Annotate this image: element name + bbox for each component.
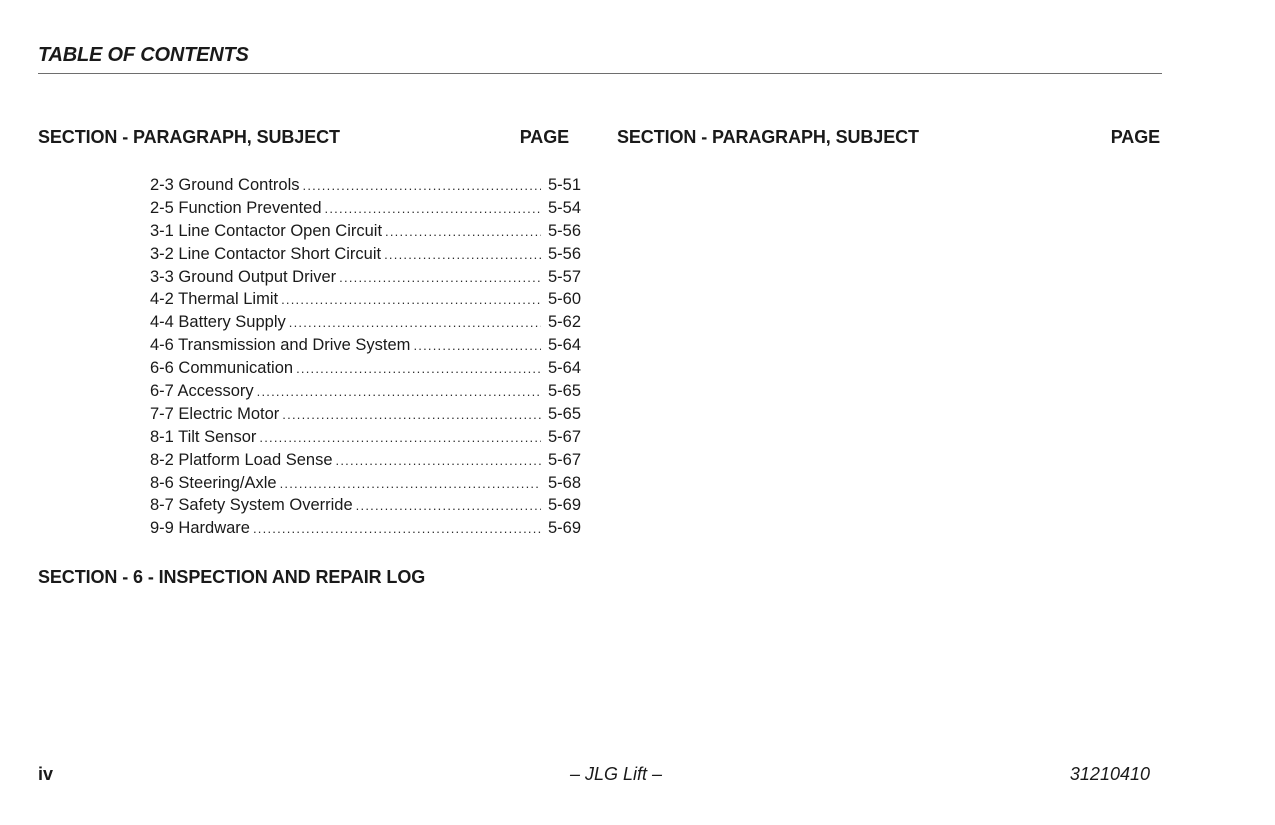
toc-entry-page: 5-64 [547,359,581,378]
toc-entry[interactable] [150,174,581,197]
toc-entry-title: 4-6 Transmission and Drive System [150,336,411,355]
toc-entry[interactable] [150,266,581,289]
right-page-label: PAGE [1110,127,1160,147]
dot-leader [385,221,541,244]
toc-entry-page: 5-67 [547,450,581,469]
toc-entry-page: 5-67 [547,427,581,446]
toc-entry-page: 5-54 [547,198,581,217]
left-page-label: PAGE [519,127,569,147]
dot-leader [257,381,541,404]
section-6-heading[interactable]: SECTION - 6 - INSPECTION AND REPAIR LOG [38,567,426,587]
toc-entry[interactable] [150,449,581,472]
toc-entry-title: 2-3 Ground Controls [150,176,300,194]
toc-entry-page: 5-60 [547,290,581,309]
toc-entry-title: 8-2 Platform Load Sense [150,450,333,469]
toc-entry-title: 3-3 Ground Output Driver [150,267,337,286]
toc-entry[interactable] [150,220,581,243]
toc-entry[interactable] [150,426,581,449]
toc-entry-title: 3-2 Line Contactor Short Circuit [150,244,382,263]
toc-entry-title: 9-9 Hardware [150,519,250,538]
left-subject-label: SECTION - PARAGRAPH, SUBJECT [38,127,340,147]
toc-entry[interactable] [150,494,581,517]
dot-leader [356,495,541,518]
dot-leader [325,198,541,221]
toc-entry-page: 5-56 [547,221,581,240]
toc-entry-list [150,174,581,540]
toc-entry[interactable] [150,334,581,357]
dot-leader [281,289,541,312]
dot-leader [259,427,541,450]
page-title: TABLE OF CONTENTS [38,44,249,66]
dot-leader [413,335,541,358]
toc-entry-title: 8-6 Steering/Axle [150,473,277,492]
toc-entry[interactable] [150,311,581,334]
title-divider [38,73,1162,74]
dot-leader [339,267,541,290]
toc-entry-title: 8-7 Safety System Override [150,496,353,515]
toc-entry-title: 3-1 Line Contactor Open Circuit [150,221,383,240]
toc-entry-title: 6-6 Communication [150,359,294,378]
toc-entry[interactable] [150,517,581,540]
toc-entry-title: 4-4 Battery Supply [150,313,286,332]
footer-center-text: – JLG Lift – [570,764,663,784]
toc-entry-page: 5-57 [547,267,581,286]
toc-entry[interactable] [150,403,581,426]
dot-leader [282,404,541,427]
toc-entry-page: 5-62 [547,313,581,332]
toc-entry-title: 8-1 Tilt Sensor [150,427,257,446]
toc-entry[interactable] [150,472,581,495]
dot-leader [336,450,541,473]
toc-entry-title: 6-7 Accessory [150,382,254,401]
toc-entry-title: 7-7 Electric Motor [150,404,280,423]
toc-entry-page: 5-51 [547,176,581,194]
toc-entry-page: 5-65 [547,382,581,401]
toc-entry-page: 5-56 [547,244,581,263]
toc-entry-page: 5-64 [547,336,581,355]
right-subject-label: SECTION - PARAGRAPH, SUBJECT [617,127,919,147]
dot-leader [289,312,541,335]
dot-leader [303,175,542,198]
dot-leader [296,358,541,381]
toc-entry[interactable] [150,197,581,220]
footer-doc-number: 31210410 [1069,764,1150,784]
toc-entry-title: 2-5 Function Prevented [150,198,322,217]
dot-leader [384,244,541,267]
footer-page-number: iv [38,764,54,784]
toc-entry[interactable] [150,357,581,380]
toc-entry-title: 4-2 Thermal Limit [150,290,279,309]
toc-entry-page: 5-68 [547,473,581,492]
toc-entry-page: 5-69 [547,519,581,538]
toc-entry-page: 5-65 [547,404,581,423]
toc-entry-page: 5-69 [547,496,581,515]
dot-leader [280,473,541,496]
dot-leader [253,518,541,541]
toc-entry[interactable] [150,380,581,403]
toc-entry[interactable] [150,243,581,266]
toc-entry[interactable] [150,288,581,311]
